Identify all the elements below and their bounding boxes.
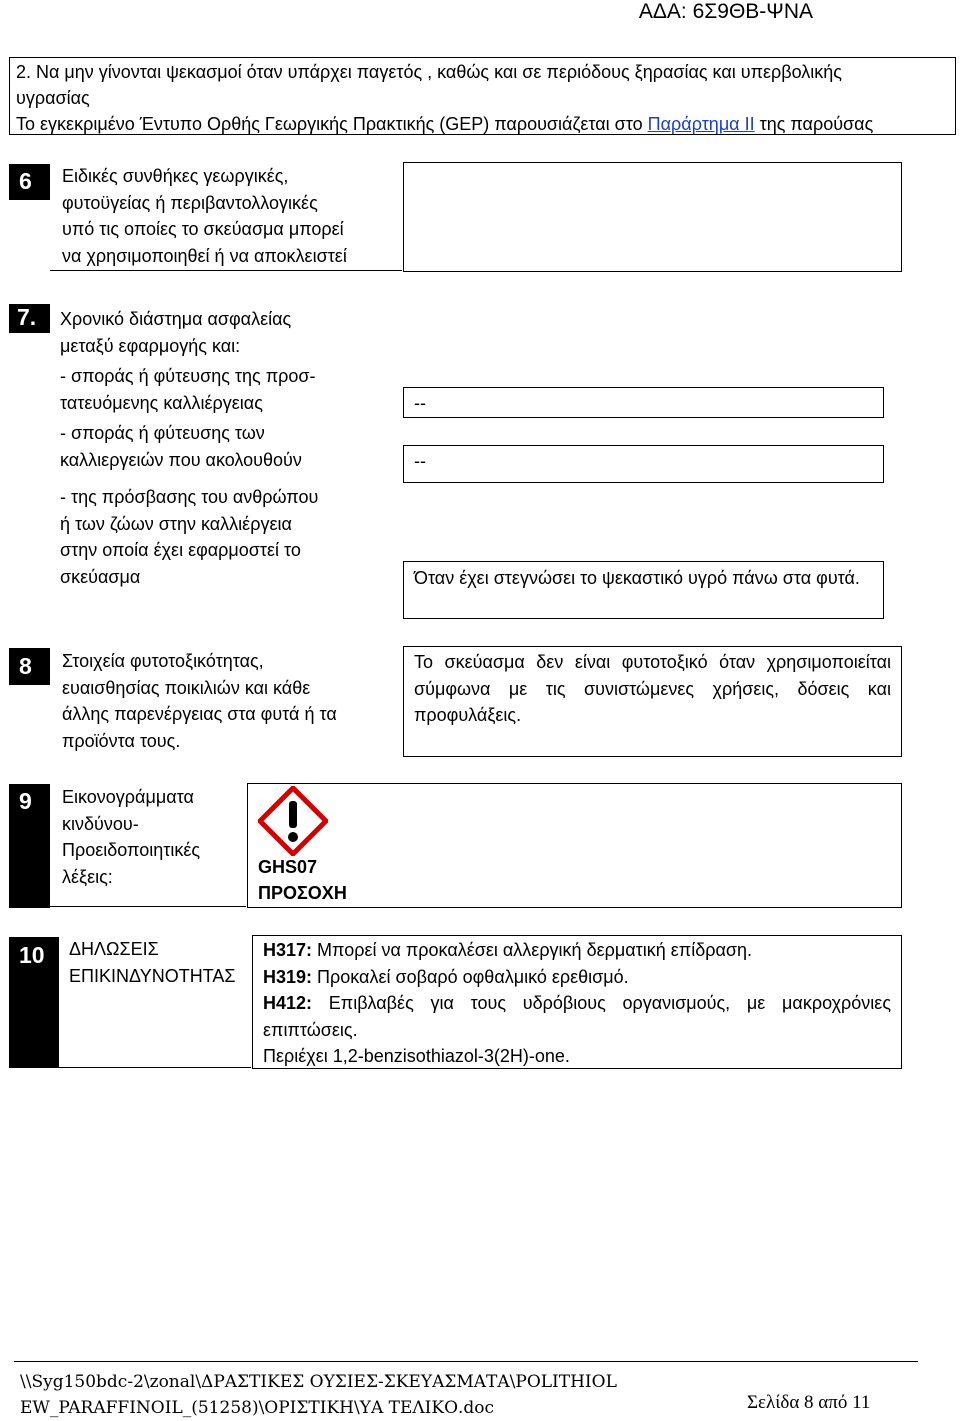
page-number: Σελίδα 8 από 11	[747, 1392, 871, 1413]
section-10-rule	[59, 1067, 251, 1068]
note-text: της παρούσας	[754, 114, 874, 134]
section-7-item-1-label: - σποράς ή φύτευσης της προσ- τατευόμενης καλλιέργειας	[60, 366, 316, 413]
section-8-label: Στοιχεία φυτοτοξικότητας, ευαισθησίας ποικιλιών και κάθε άλλης παρενέργειας στα φυτά ή τα προϊόντα τους.	[62, 651, 337, 751]
section-7-item-2-value: --	[403, 445, 884, 483]
section-7-item-3-value: Όταν έχει στεγνώσει το ψεκαστικό υγρό πάνω στα φυτά.	[403, 561, 884, 619]
note-text: Το εγκεκριμένο Έντυπο Ορθής Γεωργικής Πρακτικής (GEP) παρουσιάζεται στο	[16, 114, 648, 134]
footer-file-path: \\Syg150bdc-2\zonal\ΔΡΑΣΤΙΚΕΣ ΟΥΣΙΕΣ-ΣΚΕΥΑΣΜΑΤΑ\POLITHIOL EW_PARAFFINOIL_(51258)\ΟΡΙΣΤΙΚΗ\ΥΑ ΤΕΛΙΚΟ.doc	[20, 1372, 617, 1418]
section-10-label: ΔΗΛΩΣΕΙΣ ΕΠΙΚΙΝΔΥΝΟΤΗΤΑΣ	[69, 939, 236, 986]
note-line	[16, 111, 949, 137]
section-number-7: 7.	[9, 304, 50, 333]
section-number-10: 10	[9, 937, 59, 1068]
note-line: 2. Να μην γίνονται ψεκασμοί όταν υπάρχει παγετός , καθώς και σε περιόδους ξηρασίας και υπερβολικής	[16, 62, 842, 82]
hazard-statements-box	[252, 935, 902, 1069]
section-7-item-1-value: --	[403, 387, 884, 418]
signal-word: ΠΡΟΣΟΧΗ	[258, 883, 347, 903]
section-7-intro: Χρονικό διάστημα ασφαλείας μεταξύ εφαρμογής και:	[60, 309, 292, 356]
hazard-statement: H317: Μπορεί να προκαλέσει αλλεργική δερματική επίδραση.	[263, 940, 752, 960]
annex-link[interactable]: Παράρτημα ΙΙ	[647, 114, 755, 134]
hazard-statement: H412: Επιβλαβές για τους υδρόβιους οργανισμούς, με μακροχρόνιες επιπτώσεις.	[263, 993, 891, 1040]
section-7-item-3-label: - της πρόσβασης του ανθρώπου ή των ζώων στην καλλιέργεια στην οποία έχει εφαρμοστεί το σκεύασμα	[60, 487, 319, 587]
ada-code: ΑΔΑ: 6Σ9ΘΒ-ΨΝΑ	[638, 0, 813, 23]
section-6-label: Ειδικές συνθήκες γεωργικές, φυτοϋγείας ή περιβαντολλογικές υπό τις οποίες το σκεύασμα μπορεί να χρησιμοποιηθεί ή να αποκλειστεί	[62, 166, 347, 266]
section-number-6: 6	[9, 164, 50, 200]
contains-line: Περιέχει 1,2-benzisothiazol-3(2H)-one.	[263, 1046, 570, 1066]
ghs07-exclamation-icon	[258, 786, 328, 856]
pictogram-box	[247, 783, 902, 908]
section-7-item-2-label: - σποράς ή φύτευσης των καλλιεργειών που ακολουθούν	[60, 423, 302, 470]
pictogram-code: GHS07	[258, 857, 318, 877]
hazard-statement: H319: Προκαλεί σοβαρό οφθαλμικό ερεθισμό.	[263, 966, 629, 987]
section-8-value-box: Το σκεύασμα δεν είναι φυτοτοξικό όταν χρησιμοποιείται σύμφωνα με τις συνιστώμενες χρήσεις, δόσεις και προφυλάξεις.	[403, 646, 902, 757]
section-9-label: Εικονογράμματα κινδύνου- Προειδοποιητικές λέξεις:	[62, 787, 201, 887]
section-number-9: 9	[9, 784, 50, 908]
application-notes-box	[9, 57, 956, 135]
section-6-rule	[50, 270, 402, 271]
section-number-8: 8	[9, 648, 50, 685]
footer-rule	[14, 1361, 918, 1362]
section-6-value-box	[403, 162, 902, 272]
section-9-rule	[50, 906, 246, 907]
note-line: υγρασίας	[16, 88, 90, 108]
